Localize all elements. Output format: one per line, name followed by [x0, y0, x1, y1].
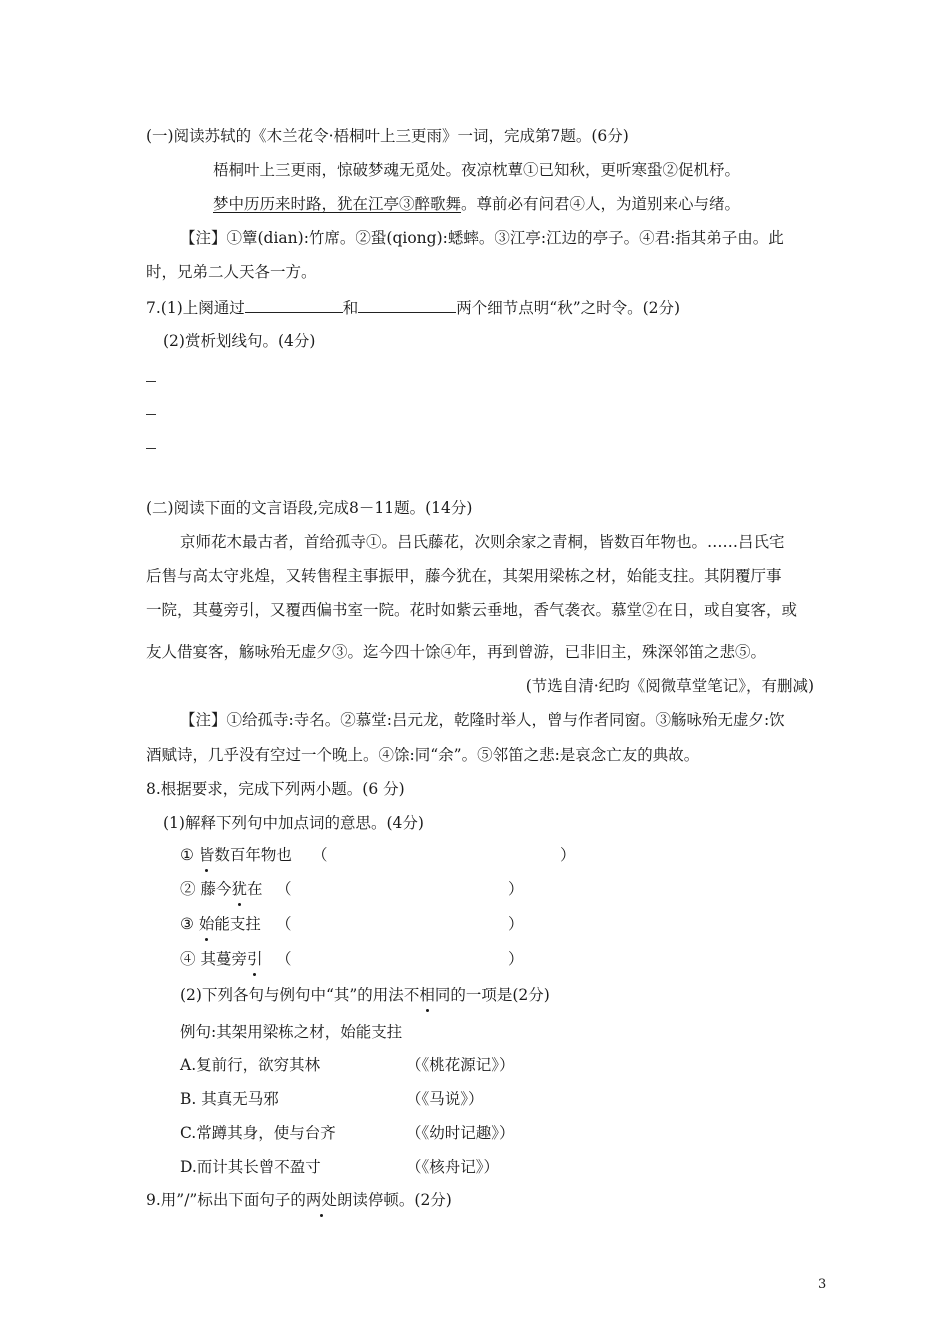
q8-item-4-close: ） — [508, 950, 524, 968]
option-c-source: （《幼时记趣》） — [406, 1124, 515, 1142]
q8-item-2-open: （ — [276, 880, 292, 898]
section1-note-2: 时，兄弟二人天各一方。 — [146, 263, 317, 281]
answer-line-1[interactable] — [146, 381, 156, 382]
passage-line-4: 友人借宴客，觞咏殆无虚夕③。迄今四十馀④年，再到曾游，已非旧主，殊深邻笛之悲⑤。 — [146, 643, 767, 661]
q8-item-3-close: ） — [508, 915, 524, 933]
option-c[interactable]: C.常蹲其身，使与台齐 — [180, 1124, 336, 1142]
option-b[interactable]: B. 其真无马邪 — [180, 1090, 279, 1108]
q9: 9.用”/”标出下面句子的两处朗读停顿。(2分) — [146, 1191, 452, 1209]
section2-note-1: 【注】①给孤寺:寺名。②慕堂:吕元龙，乾隆时举人，曾与作者同窗。③觞咏殆无虚夕:饮 — [180, 711, 785, 729]
section2-note-2: 酒赋诗，几乎没有空过一个晚上。④馀:同“余”。⑤邻笛之悲:是哀念亡友的典故。 — [146, 746, 700, 764]
q8-item-2: ② 藤今犹在 — [180, 880, 263, 898]
q8-item-1: ① 皆数百年物也 — [180, 846, 292, 864]
poem-line-2 — [213, 194, 740, 214]
dotted-emphasis: 两处 — [305, 1191, 337, 1209]
q8-part1: (1)解释下列句中加点词的意思。(4分) — [163, 814, 424, 832]
q8-item-1-open: （ — [312, 846, 328, 864]
underlined-sentence: 梦中历历来时路，犹在江亭③醉歌舞 — [213, 195, 462, 213]
option-a-source: （《桃花源记》） — [406, 1056, 515, 1074]
dotted-word: 引 — [246, 950, 263, 968]
q8-item-3: ③ 始能支拄 — [180, 915, 261, 933]
q7-part1-suffix: 两个细节点明“秋”之时令。(2分) — [456, 299, 681, 317]
q8-item-3-open: （ — [276, 915, 292, 933]
page-number: 3 — [818, 1277, 827, 1292]
q8-part2: (2)下列各句与例句中“其”的用法不相同的一项是(2分) — [180, 986, 550, 1004]
dotted-word: 始 — [198, 915, 215, 933]
q8-item-1-close: ） — [560, 846, 576, 864]
section1-header: (一)阅读苏轼的《木兰花令·梧桐叶上三更雨》一词，完成第7题。(6分) — [146, 127, 629, 145]
q7-part1 — [146, 297, 680, 318]
passage-line-1: 京师花木最古者，首给孤寺①。吕氏藤花，次则余家之青桐，皆数百年物也。……吕氏宅 — [180, 533, 785, 551]
q7-part1-and: 和 — [342, 299, 359, 317]
q7-part2: (2)赏析划线句。(4分) — [163, 332, 316, 350]
option-a[interactable]: A.复前行，欲穷其林 — [180, 1056, 321, 1074]
option-d-source: （《核舟记》） — [406, 1158, 500, 1176]
dotted-word: 皆 — [198, 846, 215, 864]
q8-example: 例句:其架用梁栋之材，始能支拄 — [180, 1023, 403, 1041]
answer-line-2[interactable] — [146, 414, 156, 415]
section1-note-1: 【注】①簟(dian):竹席。②蛩(qiong):蟋蟀。③江亭:江边的亭子。④君:指其弟子由。此 — [180, 229, 784, 247]
answer-blank-1[interactable] — [245, 297, 343, 313]
dotted-word: 犹 — [231, 880, 247, 898]
passage-source: (节选自清·纪昀《阅微草堂笔记》，有删减) — [525, 677, 814, 695]
section2-header: (二)阅读下面的文言语段,完成8－11题。(14分) — [146, 499, 473, 517]
q8-header: 8.根据要求，完成下列两小题。(6 分) — [146, 780, 405, 798]
answer-line-3[interactable] — [146, 448, 156, 449]
q7-part1-prefix: 7.(1)上阕通过 — [146, 299, 245, 317]
poem-line-2-rest: 。尊前必有问君④人，为道别来心与绪。 — [461, 195, 741, 213]
poem-line-1: 梧桐叶上三更雨，惊破梦魂无觅处。夜凉枕蕈①已知秋，更听寒蛩②促机杼。 — [213, 161, 741, 179]
dotted-emphasis: 不相同 — [403, 986, 451, 1004]
passage-line-3: 一院，其蔓旁引，又覆西偏书室一院。花时如紫云垂地，香气袭衣。慕堂②在日，或自宴客，或 — [146, 601, 798, 619]
q8-item-4-open: （ — [276, 950, 292, 968]
option-b-source: （《马说》） — [406, 1090, 484, 1108]
q8-item-2-close: ） — [508, 880, 524, 898]
answer-blank-2[interactable] — [358, 297, 456, 313]
passage-line-2: 后售与高太守兆煌，又转售程主事振甲，藤今犹在，其架用梁栋之材，始能支拄。其阴覆厅事 — [146, 567, 782, 585]
q8-item-4: ④ 其蔓旁引 — [180, 950, 263, 968]
option-d[interactable]: D.而计其长曾不盈寸 — [180, 1158, 321, 1176]
